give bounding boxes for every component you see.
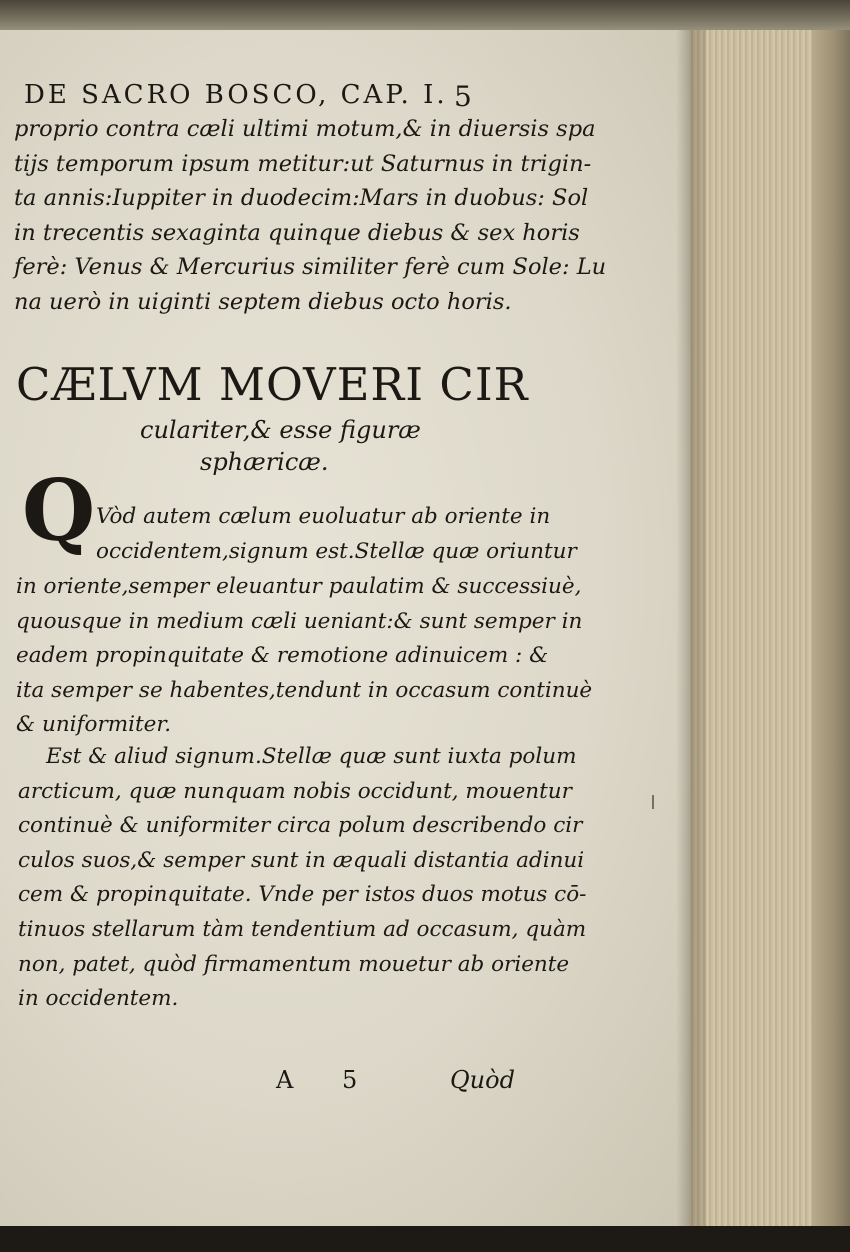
text-line: culos suos,& semper sunt in æquali distantia adinui bbox=[18, 847, 585, 873]
page-content bbox=[0, 30, 690, 1226]
running-header bbox=[24, 80, 484, 116]
text-line: arcticum, quæ nunquam nobis occidunt, mouentur bbox=[18, 778, 572, 804]
book-bottom-edge bbox=[0, 1226, 850, 1252]
text-line: cem & propinquitate. Vnde per istos duos motus cō- bbox=[18, 882, 587, 908]
text-line: non, patet, quòd firmamentum mouetur ab oriente bbox=[18, 951, 570, 977]
paragraph-2 bbox=[16, 570, 592, 743]
text-line: ita semper se habentes,tendunt in occasum continuè bbox=[16, 677, 593, 703]
gutter-shadow bbox=[676, 30, 706, 1230]
text-line: tijs temporum ipsum metitur:ut Saturnus in trigin- bbox=[14, 150, 592, 177]
text-line: Vòd autem cælum euoluatur ab oriente in bbox=[96, 504, 551, 529]
text-line: ta annis:Iuppiter in duodecim:Mars in duobus: Sol bbox=[14, 185, 589, 212]
text-line: in trecentis sexaginta quinque diebus & sex horis bbox=[14, 219, 580, 246]
text-line: & uniformiter. bbox=[16, 712, 172, 738]
running-title: DE SACRO BOSCO, CAP. I. bbox=[24, 80, 448, 110]
paper-blemish bbox=[652, 795, 654, 809]
section-title: CÆLVM MOVERI CIR bbox=[16, 358, 529, 411]
catchword: Quòd bbox=[450, 1066, 515, 1094]
drop-capital: Q bbox=[22, 461, 96, 560]
signature-number: 5 bbox=[342, 1066, 358, 1094]
text-line: occidentem,signum est.Stellæ quæ oriuntur bbox=[96, 538, 577, 564]
signature-mark: A bbox=[276, 1066, 294, 1094]
text-line: continuè & uniformiter circa polum describendo cir bbox=[18, 813, 583, 839]
book-page bbox=[0, 30, 690, 1226]
book-cover-edge bbox=[812, 30, 850, 1230]
paragraph-1 bbox=[14, 112, 606, 320]
text-line: tinuos stellarum tàm tendentium ad occasum, quàm bbox=[18, 916, 587, 942]
section-subtitle-line: sphæricæ. bbox=[200, 448, 329, 476]
text-line: eadem propinquitate & remotione adinuicem : & bbox=[16, 643, 549, 669]
paragraph-3 bbox=[18, 740, 586, 1017]
text-line: Est & aliud signum.Stellæ quæ sunt iuxta polum bbox=[46, 744, 577, 769]
text-line: na uerò in uiginti septem diebus octo horis. bbox=[14, 288, 512, 315]
text-line: quousque in medium cæli ueniant:& sunt semper in bbox=[16, 608, 583, 634]
page-number: 5 bbox=[454, 80, 475, 113]
text-line: in oriente,semper eleuantur paulatim & successiuè, bbox=[16, 574, 582, 599]
section-subtitle-line: culariter,& esse figuræ bbox=[140, 416, 421, 444]
text-line: in occidentem. bbox=[18, 986, 179, 1012]
book-top-edge bbox=[0, 0, 850, 34]
text-line: proprio contra cæli ultimi motum,& in diuersis spa bbox=[14, 116, 596, 142]
text-line: ferè: Venus & Mercurius similiter ferè cum Sole: Lu bbox=[14, 254, 607, 281]
paragraph-2-lead bbox=[96, 500, 577, 569]
